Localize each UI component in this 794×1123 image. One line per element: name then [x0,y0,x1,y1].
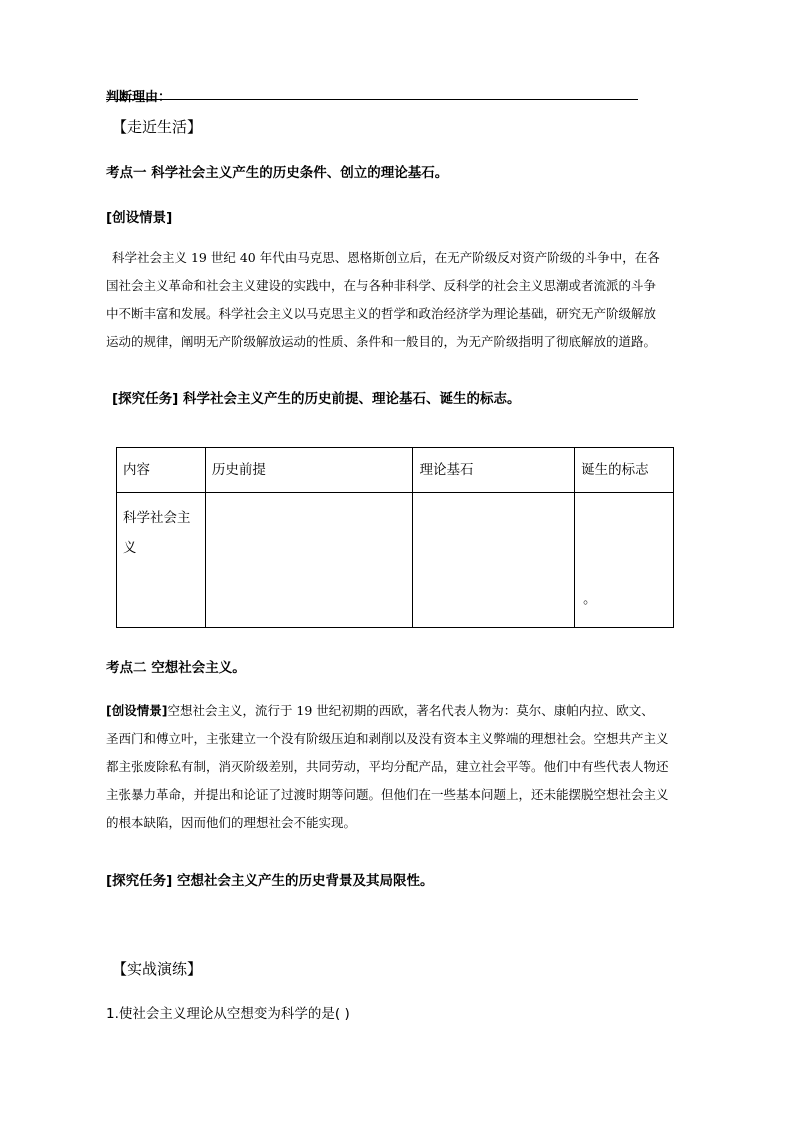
row-head-line: 科学社会主 [123,510,191,526]
answer-cell-theory[interactable] [413,493,575,628]
answer-cell-history[interactable] [205,493,413,628]
scenario-line: 国社会主义革命和社会主义建设的实践中，在与各种非科学、反科学的社会主义思潮或者流派的斗争 [106,278,657,293]
table-row [117,493,674,628]
table-row-head [117,493,206,628]
table-header-row [117,448,674,493]
scenario-line: 中不断丰富和发展。科学社会主义以马克思主义的哲学和政治经济学为理论基础，研究无产阶级解放 [106,306,657,321]
scenario-line-text: 空想社会主义，流行于 19 世纪初期的西欧，著名代表人物为：莫尔、康帕内拉、欧文、 [167,703,654,718]
row-head-line: 义 [123,540,137,556]
scenario-line: 都主张废除私有制，消灭阶级差别，共同劳动，平均分配产品，建立社会平等。他们中有些代表人物还 [106,759,669,774]
point1-scenario-text [106,244,660,356]
table-header-cell: 历史前提 [205,448,413,493]
reason-answer-line [106,99,638,100]
answer-cell-birth[interactable] [575,493,674,628]
section-practice-heading: 【实战演练】 [112,960,203,978]
point2-title: 考点二 空想社会主义。 [106,660,246,676]
content-table [116,447,674,628]
point2-scenario-text [106,697,669,837]
point1-title: 考点一 科学社会主义产生的历史条件、创立的理论基石。 [106,165,449,181]
point2-task: [探究任务] 空想社会主义产生的历史背景及其局限性。 [106,873,434,889]
scenario-line: 科学社会主义 19 世纪 40 年代由马克思、恩格斯创立后，在无产阶级反对资产阶级的斗争中，在各 [112,250,660,265]
point1-scenario-label: [创设情景] [106,210,173,226]
scenario-line [106,697,669,725]
section-life-heading: 【走近生活】 [112,118,203,136]
point2-scenario-label: [创设情景] [106,703,168,718]
table-header-cell: 内容 [117,448,206,493]
table-header-cell: 诞生的标志 [575,448,674,493]
period-mark: 。 [583,592,597,607]
reason-label: 判断理由： [106,90,172,105]
scenario-line: 运动的规律，阐明无产阶级解放运动的性质、条件和一般目的，为无产阶级指明了彻底解放的道路。 [106,334,657,349]
scenario-line: 圣西门和傅立叶，主张建立一个没有阶级压迫和剥削以及没有资本主义弊端的理想社会。空想共产主义 [106,731,669,746]
question-1: 1.使社会主义理论从空想变为科学的是( ) [106,1006,350,1022]
scenario-line: 主张暴力革命，并提出和论证了过渡时期等问题。但他们在一些基本问题上，还未能摆脱空想社会主义 [106,787,669,802]
scenario-line: 的根本缺陷，因而他们的理想社会不能实现。 [106,815,357,830]
point1-task: [探究任务] 科学社会主义产生的历史前提、理论基石、诞生的标志。 [112,391,521,407]
table-header-cell: 理论基石 [413,448,575,493]
